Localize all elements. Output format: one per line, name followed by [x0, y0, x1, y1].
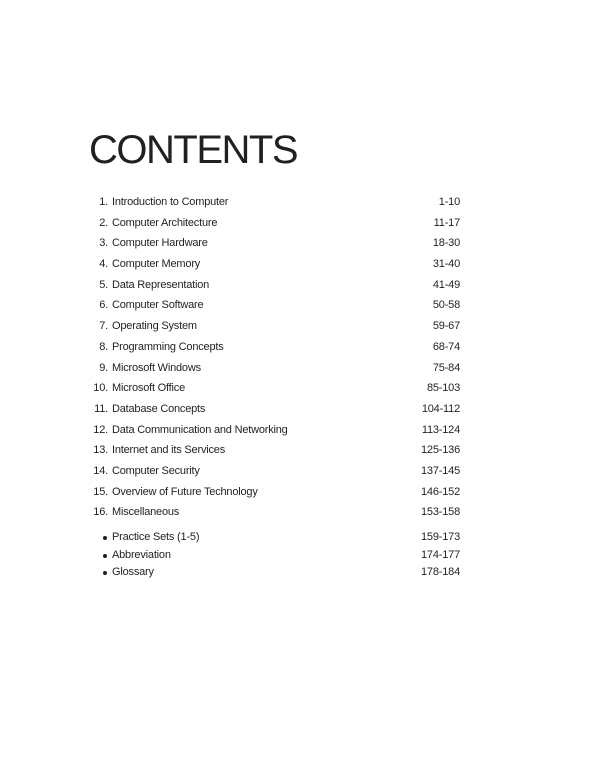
- page-range: 11-17: [433, 216, 460, 229]
- page-range: 159-173: [421, 531, 460, 543]
- chapter-title: Data Representation: [112, 278, 210, 291]
- page-range: 113-124: [421, 423, 460, 436]
- chapter-number: 9.: [99, 361, 108, 374]
- toc-entry[interactable]: [90, 337, 460, 358]
- chapter-title: Microsoft Office: [112, 382, 186, 395]
- chapter-title: Computer Hardware: [112, 237, 208, 250]
- chapter-number: 10.: [93, 382, 108, 395]
- chapter-number: 3.: [99, 237, 108, 250]
- chapter-number: 5.: [99, 278, 108, 291]
- appendix-title: Abbreviation: [112, 548, 171, 561]
- chapter-number: 8.: [99, 340, 108, 353]
- page-range: 31-40: [432, 258, 460, 271]
- page-range: 59-67: [432, 320, 460, 333]
- toc-entry[interactable]: [90, 461, 460, 482]
- chapter-title: Database Concepts: [112, 402, 206, 415]
- appendix-entry[interactable]: [90, 547, 460, 565]
- bullet-icon: [103, 536, 107, 540]
- toc-entry[interactable]: [90, 420, 460, 441]
- toc-entry[interactable]: [90, 213, 460, 234]
- chapter-number: 13.: [93, 444, 108, 457]
- page-range: 50-58: [432, 299, 460, 312]
- chapter-number: 14.: [93, 464, 108, 477]
- chapter-title: Programming Concepts: [112, 340, 224, 353]
- toc-entry[interactable]: [90, 233, 460, 254]
- chapter-number: 4.: [99, 258, 108, 271]
- chapter-title: Computer Architecture: [112, 216, 218, 229]
- chapter-number: 7.: [99, 320, 108, 333]
- page-range: 178-184: [421, 566, 460, 579]
- chapter-title: Miscellaneous: [112, 506, 180, 519]
- chapter-title: Computer Software: [112, 299, 204, 312]
- toc-entry[interactable]: [90, 295, 460, 316]
- page-range: 137-145: [421, 464, 460, 477]
- page-range: 125-136: [421, 444, 460, 457]
- chapter-number: 12.: [93, 423, 108, 436]
- chapter-number: 6.: [99, 299, 108, 312]
- chapter-number: 1.: [99, 196, 108, 208]
- page-range: 174-177: [421, 548, 460, 561]
- toc-entry[interactable]: [90, 275, 460, 296]
- chapter-title: Introduction to Computer: [112, 196, 229, 208]
- page-range: 18-30: [432, 237, 460, 250]
- chapter-title: Internet and its Services: [112, 444, 226, 457]
- toc-entry[interactable]: [90, 254, 460, 275]
- toc-entry[interactable]: [90, 399, 460, 420]
- chapter-title: Operating System: [112, 320, 197, 333]
- chapter-title: Microsoft Windows: [112, 361, 201, 374]
- chapter-number: 15.: [93, 485, 108, 498]
- page-range: 41-49: [432, 278, 460, 291]
- page-range: 68-74: [432, 340, 460, 353]
- appendix-title: Glossary: [112, 566, 154, 579]
- toc-entry[interactable]: [90, 192, 460, 213]
- toc-entry[interactable]: [90, 358, 460, 379]
- chapter-number: 2.: [99, 216, 108, 229]
- toc-entry[interactable]: [90, 482, 460, 503]
- toc-entry[interactable]: [90, 440, 460, 461]
- chapter-title: Data Communication and Networking: [112, 423, 288, 436]
- toc-entry[interactable]: [90, 502, 460, 523]
- appendix-entry[interactable]: [90, 564, 460, 582]
- appendix-list: [90, 529, 460, 582]
- page-title: CONTENTS: [89, 128, 297, 172]
- appendix-entry[interactable]: [90, 529, 460, 547]
- page-range: 146-152: [421, 485, 460, 498]
- chapter-title: Computer Security: [112, 464, 200, 477]
- page-range: 75-84: [432, 361, 460, 374]
- table-of-contents: [90, 192, 460, 523]
- page-range: 85-103: [426, 382, 460, 395]
- chapter-title: Overview of Future Technology: [112, 485, 258, 498]
- page-range: 1-10: [438, 196, 460, 208]
- page-range: 104-112: [421, 402, 460, 415]
- toc-entry[interactable]: [90, 316, 460, 337]
- chapter-number: 11.: [94, 402, 108, 415]
- bullet-icon: [103, 554, 107, 558]
- bullet-icon: [103, 571, 107, 575]
- appendix-title: Practice Sets (1-5): [112, 531, 200, 543]
- toc-entry[interactable]: [90, 378, 460, 399]
- chapter-number: 16.: [93, 506, 108, 519]
- chapter-title: Computer Memory: [112, 258, 201, 271]
- page-range: 153-158: [421, 506, 460, 519]
